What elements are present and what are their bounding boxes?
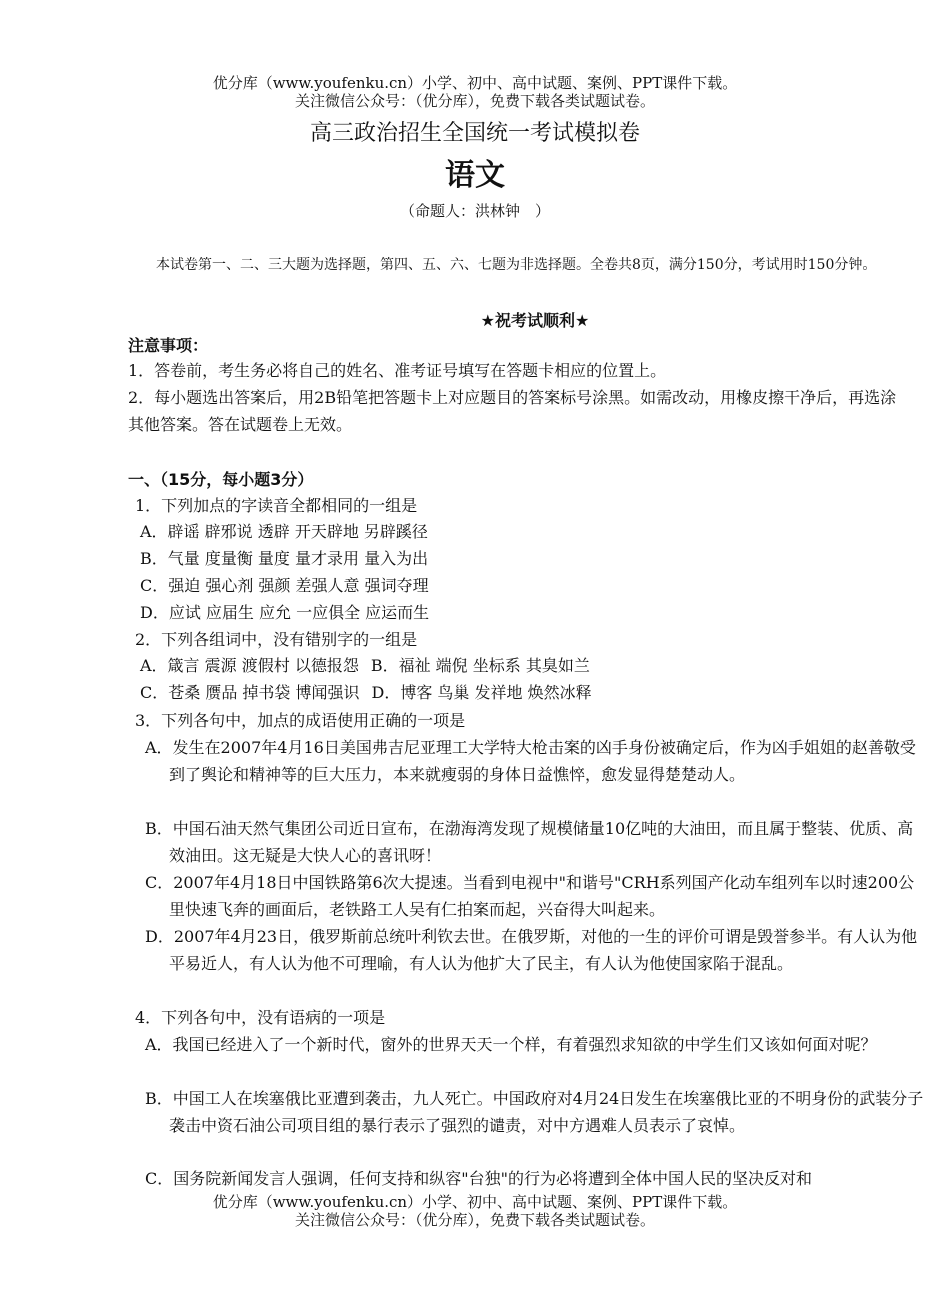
q4-option-b: B．中国工人在埃塞俄比亚遭到袭击，九人死亡。中国政府对4月24日发生在埃塞俄比亚的不明身份的武装分子袭击中资石油公司项目组的暴行表示了强烈的谴责，对中方遇难人员表示了哀悼。	[145, 1089, 924, 1135]
q3-option-d: D．2007年4月23日，俄罗斯前总统叶利钦去世。在俄罗斯，对他的一生的评价可谓是毁誉参半。有人认为他平易近人，有人认为他不可理喻，有人认为他扩大了民主，有人认为他使国家陷于混乱。	[145, 927, 918, 973]
q2-options-row2	[140, 679, 592, 706]
subject-title: 语文	[445, 158, 505, 193]
blessing: ★祝考试顺利★	[480, 311, 590, 330]
q2-option-a: A．箴言 震源 渡假村 以德报怨	[140, 656, 359, 675]
note-item: 1．答卷前，考生务必将自己的姓名、准考证号填写在答题卡相应的位置上。	[128, 361, 667, 380]
question-3-stem: 3．下列各句中，加点的成语使用正确的一项是	[135, 711, 466, 730]
question-4-stem: 4．下列各句中，没有语病的一项是	[135, 1008, 386, 1027]
q1-option-c: C．强迫 强心剂 强颜 差强人意 强词夺理	[140, 576, 429, 595]
notes-heading: 注意事项：	[128, 336, 209, 355]
q1-option-a: A．辟谣 辟邪说 透辟 开天辟地 另辟蹊径	[140, 522, 428, 541]
footer-banner-line2: 关注微信公众号：（优分库），免费下载各类试题试卷。	[294, 1211, 655, 1229]
exam-title: 高三政治招生全国统一考试模拟卷	[309, 121, 640, 146]
q4-option-c: C．国务院新闻发言人强调，任何支持和纵容"台独"的行为必将遭到全体中国人民的坚决反对和	[145, 1169, 812, 1188]
q2-option-d: D．博客 鸟巢 发祥地 焕然冰释	[371, 683, 592, 702]
q1-option-b: B．气量 度量衡 量度 量才录用 量入为出	[140, 549, 429, 568]
header-banner-line2: 关注微信公众号：（优分库），免费下载各类试题试卷。	[294, 92, 655, 110]
q2-option-b: B．福祉 端倪 坐标系 其臭如兰	[370, 656, 590, 675]
q3-option-b: B．中国石油天然气集团公司近日宣布，在渤海湾发现了规模储量10亿吨的大油田，而且属于整装、优质、高效油田。这无疑是大快人心的喜讯呀！	[145, 819, 914, 865]
q1-option-d: D．应试 应届生 应允 一应俱全 应运而生	[140, 603, 430, 622]
q2-option-c: C．苍桑 赝品 掉书袋 博闻强识	[140, 683, 360, 702]
intro-paragraph: 本试卷第一、二、三大题为选择题，第四、五、六、七题为非选择题。全卷共8页，满分150分，考试用时150分钟。	[156, 257, 877, 273]
section1-heading: 一、（15分，每小题3分）	[128, 470, 314, 489]
q3-option-c: C．2007年4月18日中国铁路第6次大提速。当看到电视中"和谐号"CRH系列国产化动车组列车以时速200公里快速飞奔的画面后，老铁路工人吴有仁拍案而起，兴奋得大叫起来。	[145, 873, 915, 919]
q2-options-row1	[140, 652, 590, 679]
q3-option-a: A．发生在2007年4月16日美国弗吉尼亚理工大学特大枪击案的凶手身份被确定后，作为凶手姐姐的赵善敬受到了舆论和精神等的巨大压力，本来就瘦弱的身体日益憔悴，愈发显得楚楚动人。	[145, 738, 916, 784]
footer-banner-line1: 优分库（www.youfenku.cn）小学、初中、高中试题、案例、PPT课件下载。	[212, 1193, 738, 1211]
author-line: （命题人：洪林钟 ）	[399, 202, 550, 220]
question-2-stem: 2．下列各组词中，没有错别字的一组是	[135, 630, 418, 649]
header-banner-line1: 优分库（www.youfenku.cn）小学、初中、高中试题、案例、PPT课件下载。	[212, 74, 738, 92]
q4-option-a: A．我国已经进入了一个新时代，窗外的世界天天一个样，有着强烈求知欲的中学生们又该如何面对呢？	[145, 1035, 877, 1054]
question-1-stem: 1．下列加点的字读音全都相同的一组是	[135, 496, 418, 515]
note-item: 2．每小题选出答案后，用2B铅笔把答题卡上对应题目的答案标号涂黑。如需改动，用橡皮擦干净后，再选涂其他答案。答在试题卷上无效。	[128, 388, 897, 434]
